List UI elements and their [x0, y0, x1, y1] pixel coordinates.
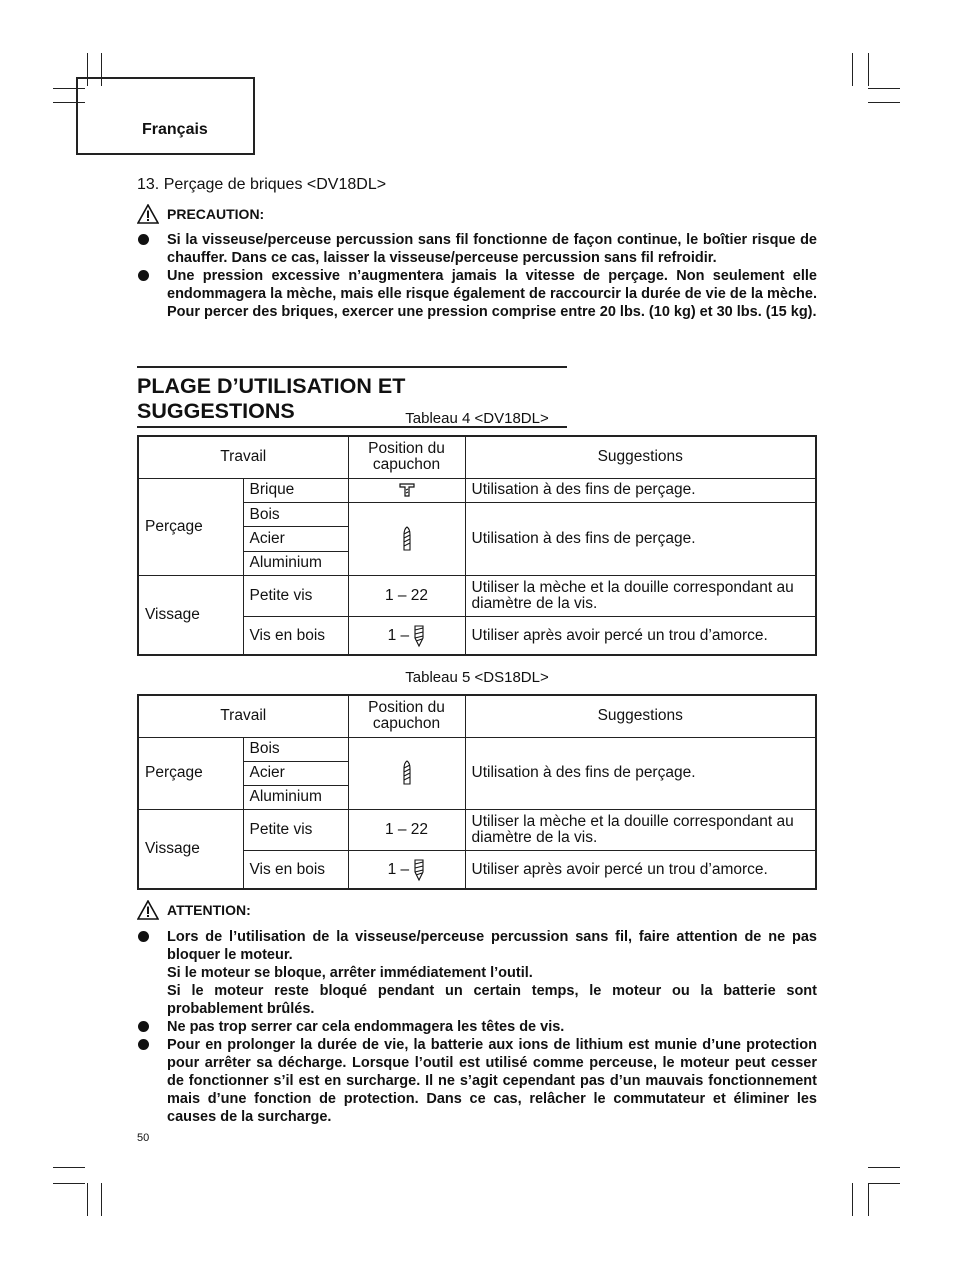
table5-caption: Tableau 5 <DS18DL> [405, 669, 549, 686]
wood-screw-position-cell [348, 851, 465, 889]
attention-label: ATTENTION: [167, 902, 251, 918]
attention-heading [137, 900, 251, 920]
list-item: Lors de l’utilisation de la visseuse/perceuse percussion sans fil, faire attention de ne pas bloquer le moteur. Si le moteur se bloque, arrêter immédiatement l’outil. Si le moteur reste bloqué pendant un certain temps, le moteur ou la batterie sont probablement brûlés. [137, 928, 817, 1018]
precaution-list [137, 231, 817, 321]
hammer-mode-icon [348, 478, 465, 502]
material-aluminium: Aluminium [243, 785, 348, 809]
list-item: Si la visseuse/perceuse percussion sans fil fonctionne de façon continue, le boîtier risque de chauffer. Dans ce cas, laisser la visseuse/perceuse percussion sans fil refroidir. [137, 231, 817, 267]
table4 [137, 435, 817, 656]
precaution-label: PRECAUTION: [167, 206, 265, 222]
page-title: PLAGE D’UTILISATION ET SUGGESTIONS [137, 366, 567, 428]
drilling-label: Perçage [138, 737, 243, 809]
language-label: Français [142, 121, 208, 138]
list-item: Ne pas trop serrer car cela endommagera les têtes de vis. [137, 1018, 817, 1036]
attention-list [137, 928, 817, 1126]
brick-suggestion: Utilisation à des fins de perçage. [465, 478, 816, 502]
drilling-label: Perçage [138, 478, 243, 575]
small-screw-position: 1 – 22 [348, 810, 465, 851]
drilling-suggestion: Utilisation à des fins de perçage. [465, 503, 816, 576]
small-screw: Petite vis [243, 810, 348, 851]
section-heading: 13. Perçage de briques <DV18DL> [137, 176, 387, 193]
warning-triangle-icon [137, 900, 159, 920]
material-aluminium: Aluminium [243, 551, 348, 575]
drill-mode-icon [348, 737, 465, 809]
table4-caption: Tableau 4 <DV18DL> [405, 410, 549, 427]
header-work: Travail [138, 436, 348, 478]
header-work: Travail [138, 695, 348, 737]
wood-screw-position: 1 – [387, 626, 410, 644]
small-screw-position: 1 – 22 [348, 575, 465, 616]
warning-triangle-icon [137, 204, 159, 224]
header-position: Position du capuchon [348, 436, 465, 478]
drilling-suggestion: Utilisation à des fins de perçage. [465, 737, 816, 809]
material-wood: Bois [243, 737, 348, 761]
screw-mode-icon [413, 861, 425, 878]
header-suggestions: Suggestions [465, 436, 816, 478]
precaution-heading [137, 204, 264, 224]
screw-mode-icon [413, 627, 425, 644]
language-tab [76, 77, 255, 155]
table5 [137, 694, 817, 890]
wood-screw: Vis en bois [243, 851, 348, 889]
wood-screw-suggestion: Utiliser après avoir percé un trou d’amorce. [465, 851, 816, 889]
list-item: Pour en prolonger la durée de vie, la batterie aux ions de lithium est munie d’une protection pour arrêter sa décharge. Lorsque l’outil est utilisé comme perceuse, le moteur peut cesser de fonctionner s’il est en surcharge. Il ne s’agit cependant pas d’un mauvais fonctionnement mais d’une fonction de protection. Dans ce cas, relâcher le commutateur et éliminer les causes de la surcharge. [137, 1036, 817, 1126]
wood-screw-position-cell [348, 617, 465, 655]
page-number: 50 [137, 1132, 150, 1144]
small-screw-suggestion: Utiliser la mèche et la douille correspondant au diamètre de la vis. [465, 575, 816, 616]
screwing-label: Vissage [138, 810, 243, 889]
wood-screw-position: 1 – [387, 860, 410, 878]
material-steel: Acier [243, 527, 348, 551]
wood-screw: Vis en bois [243, 617, 348, 655]
material-steel: Acier [243, 761, 348, 785]
list-item: Une pression excessive n’augmentera jamais la vitesse de perçage. Non seulement elle endommagera la mèche, mais elle risque également de raccourcir la durée de vie de la mèche. Pour percer des briques, exercer une pression comprise entre 20 lbs. (10 kg) et 30 lbs. (15 kg). [137, 267, 817, 321]
material-wood: Bois [243, 503, 348, 527]
wood-screw-suggestion: Utiliser après avoir percé un trou d’amorce. [465, 617, 816, 655]
drill-mode-icon [348, 503, 465, 576]
small-screw-suggestion: Utiliser la mèche et la douille correspondant au diamètre de la vis. [465, 810, 816, 851]
header-position: Position du capuchon [348, 695, 465, 737]
screwing-label: Vissage [138, 575, 243, 655]
small-screw: Petite vis [243, 575, 348, 616]
material-brick: Brique [243, 478, 348, 502]
header-suggestions: Suggestions [465, 695, 816, 737]
